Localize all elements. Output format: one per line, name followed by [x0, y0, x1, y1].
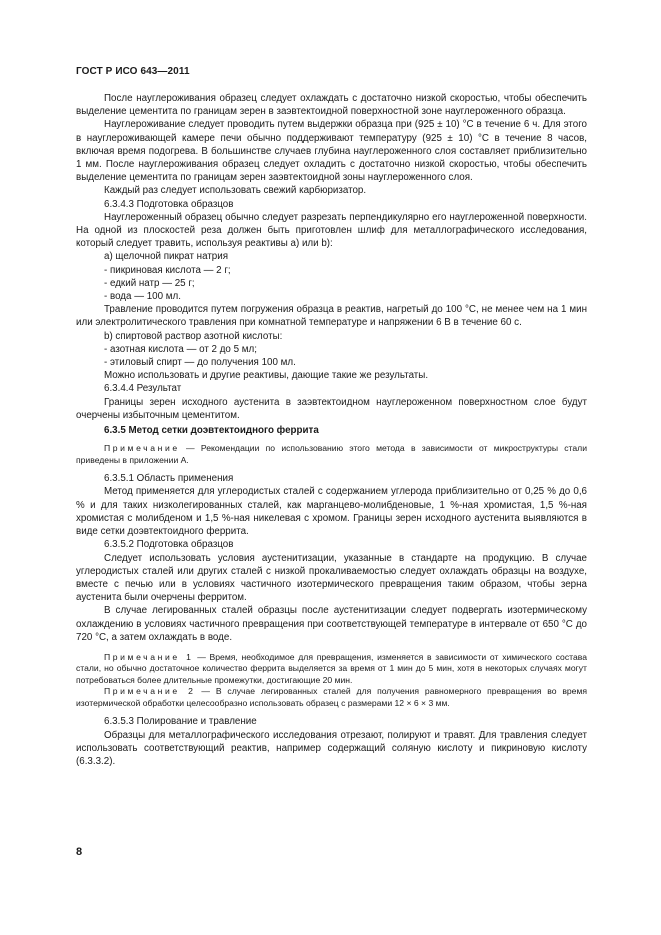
note-label: Примечание 2 [104, 686, 196, 697]
note-text: — В случае легированных сталей для получения равномерного превращения во время изотермической обработки целесообразно использовать образец с размерами 12 × 6 × 3 мм. [76, 686, 588, 708]
list-item: - вода — 100 мл. [104, 291, 181, 303]
section-heading: 6.3.5.1 Область применения [104, 473, 234, 485]
paragraph: Науглероженный образец обычно следует разрезать перпендикулярно его науглероженной поверхности. На одной из плоскостей реза должен быть приготовлен шлиф для металлографического исследования, который следует травить, используя реактивы а) или b): [76, 211, 587, 250]
section-heading: 6.3.4.4 Результат [104, 383, 182, 395]
list-item: - азотная кислота — от 2 до 5 мл; [104, 343, 257, 355]
list-item: - пикриновая кислота — 2 г; [104, 264, 231, 276]
section-heading-bold: 6.3.5 Метод сетки доэвтектоидного феррита [104, 425, 319, 437]
note-label: Примечание 1 [104, 651, 194, 662]
note-text: — Рекомендации по использованию этого метода в зависимости от микроструктуры стали приведены в приложении А. [76, 443, 587, 465]
list-item: - этиловый спирт — до получения 100 мл. [104, 357, 296, 369]
paragraph: Метод применяется для углеродистых сталей с содержанием углерода приблизительно от 0,25 % до 0,6 % и для таких низколегированных сталей, как марганцево-молибденовые, 1 %-ная хромистая, 1,5 %-ная хромистая с молибденом и 1,5 %-ная никелевая с хромом. Границы зерен исходного аустенита выявляются в виде сетки доэвтектоидного феррита. [76, 486, 587, 538]
page-content [76, 92, 587, 768]
paragraph: В случае легированных сталей образцы после аустенитизации следует подвергать изотермическому охлаждению в условиях частичного превращения при соответствующей температуре в интервале от 650 °С до 720 °С, а затем охлаждать в воде. [76, 605, 587, 643]
note [76, 652, 587, 687]
note-text: — Время, необходимое для превращения, изменяется в зависимости от химического состава стали, но обычно достаточное количество феррита выделяется за время от 1 мин до 5 мин, хотя в некоторых случаях могут потребоваться более длительные промежутки, достигающие 20 мин. [76, 651, 588, 685]
paragraph: Границы зерен исходного аустенита в заэвтектоидном науглероженном поверхностном слое будут очерчены избыточным цементитом. [76, 396, 587, 421]
paragraph: Науглероживание следует проводить путем выдержки образца при (925 ± 10) °С в течение 6 ч. Для этого в науглероживающей камере печи обычно поддерживают температуру (925 ± 10) °С в течение 8 часов, включая время подогрева. В большинстве случаев глубина науглероженного слоя составляет приблизительно 1 мм. После науглероживания образец следует охладить с достаточно низкой скоростью, чтобы обеспечить выделение цементита по границам зерен заэвтектоидной зоны науглероженного слоя. [76, 119, 587, 184]
page-number: 8 [76, 846, 83, 858]
paragraph: Травление проводится путем погружения образца в реактив, нагретый до 100 °С, не менее чем на 1 мин или электролитического травления при комнатной температуре и напряжении 6 В в течение 60 с. [76, 304, 587, 329]
paragraph: Можно использовать и другие реактивы, дающие такие же результаты. [104, 370, 429, 382]
note [76, 686, 587, 709]
section-heading: 6.3.5.3 Полирование и травление [104, 716, 257, 728]
paragraph: Каждый раз следует использовать свежий карбюризатор. [104, 185, 367, 197]
paragraph: После науглероживания образец следует охлаждать с достаточно низкой скоростью, чтобы обеспечить выделение цементита по границам зерен в заэвтектоидной поверхностной зоне науглероженного образца. [76, 93, 587, 118]
list-item: b) спиртовой раствор азотной кислоты: [104, 330, 283, 342]
paragraph: Образцы для металлографического исследования отрезают, полируют и травят. Для травления следует использовать соответствующий реактив, например содержащий соляную кислоту и пикриновую кислоту (6.3.3.2). [76, 729, 587, 768]
section-heading: 6.3.4.3 Подготовка образцов [104, 198, 234, 210]
list-item: - едкий натр — 25 г; [104, 277, 195, 289]
note-label: Примечание [104, 443, 180, 454]
note [76, 443, 587, 466]
list-item: а) щелочной пикрат натрия [104, 251, 229, 263]
section-heading: 6.3.5.2 Подготовка образцов [104, 539, 234, 551]
paragraph: Следует использовать условия аустенитизации, указанные в стандарте на продукцию. В случае углеродистых сталей или других сталей с низкой прокаливаемостью следует охлаждать образцы на воздухе, вместе с печью или в условиях частичного изотермического превращения таким образом, чтобы зерна аустенита были очерчены ферритом. [76, 552, 587, 604]
standard-header: ГОСТ Р ИСО 643—2011 [76, 66, 190, 77]
